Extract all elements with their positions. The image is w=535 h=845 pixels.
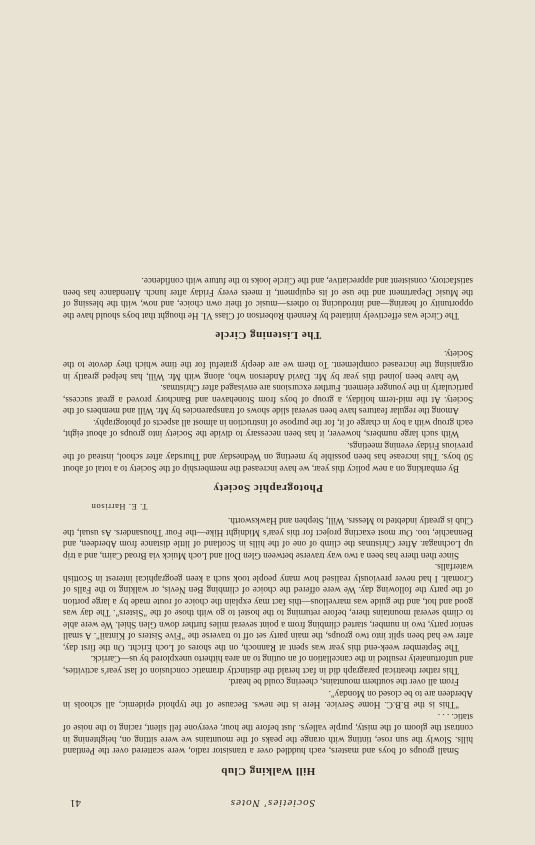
paragraph: Small groups of boys and masters, each huddled over a transistor radio, were scattered over the Pentland hills. Slowly the sun rose, tinting with orange the peaks of the mountains we were sitting on, heightening in contrast the gloom of the misty, purple valleys. Just before the hour, everyone fell silent, racing to the noise of static. . . . [63,712,473,757]
paragraph: From all over the southern mountains, cheering could be heard. [228,677,459,688]
running-title: Societies' Notes [229,797,316,809]
section-heading: Photographic Society [213,482,323,495]
section-heading: The Listening Circle [214,329,322,342]
page-body [63,275,473,783]
signature: T. E. Harrison [91,502,148,512]
paragraph: This rather theatrical paragraph did in fact herald the distinctly dramatic conclusion of last year's activities, and unfortunately resulted in the cancellation of an outing to an area hitherto unexplored by us—Carrick. [63,654,473,676]
paragraph: The September week-end this year was spent at Rannoch, on the shores of Loch Ericht. On the first day, after we had been split into two groups, the main party set off to traverse the "Five Sisters of Kintail". A small senior party, two in number, started climbing from a point several miles further down Glen Shiel. We were able to climb several mountains there, before returning to the hostel to go with those of the "Sisters". The day was good and hot, and the guide was marvellous—this fact may explain the choice of route made by a large portion of the party the following day. We were offered the choice of climbing Ben Nevis, or walking to the Falls of Cromalt. I had never previously realised how many people took such a keen geographical interest in Scottish waterfalls. [63,562,473,653]
paragraph: We have been joined this year by Mr. David Anderson who, along with Mr. Will, has helped greatly in organising the increased complement. To them we are deeply grateful for the time which they devote to the Society. [63,349,473,382]
paragraph: With such large numbers, however, it has been necessary to divide the Society into groups of about eight, each group with a boy in charge of it, for the purpose of instruction in almost all aspects of photography. [63,418,473,440]
running-header [70,795,475,809]
paragraph: "This is the B.B.C. Home Service. Here is the news. Because of the typhoid epidemic, all schools in Aberdeen are to be closed on Monday". [63,689,473,711]
paragraph: The Circle was effectively initiated by Kenneth Robertson of Class VI. He thought that boys should have the opportunity of hearing—and introducing to others—music of their own choice, and now, with the blessing of the Music Department and the use of its equipment, it meets every Friday after lunch. Attendance has been satisfactory, consistent and appreciative, and the Circle looks to the future with confidence. [63,276,473,321]
paragraph: Since then there has been a two way traverse between Glen Doll and Loch Muick via Broad Cairn, and a trip up Lochnagar. After Christmas the climb of one of the hills in Scotland of little distance from Aberdeen, and Bennachie, too. Our most exacting project for this year's Midnight Hike—the Four Thousanders. As usual, the Club is greatly indebted to Messrs. Will, Stephen and Hawksworth. [63,516,473,561]
paragraph: Among the regular features have been several slide shows of transparencies by Mr. Will and members of the Society. At the mid-term holiday, a group of boys from Stonehaven and Banchory proved a great success, particularly in the younger element. Further excursions are envisaged after Christmas. [63,383,473,417]
page-number: 41 [70,797,81,809]
paragraph: By embarking on a new policy this year, we have increased the membership of the Society to a total of about 50 boys. This increase has been possible by meeting on Wednesday and Thursday after school, instead of the previous Friday evening meetings. [63,441,473,474]
section-heading: Hill Walking Club [220,765,316,777]
